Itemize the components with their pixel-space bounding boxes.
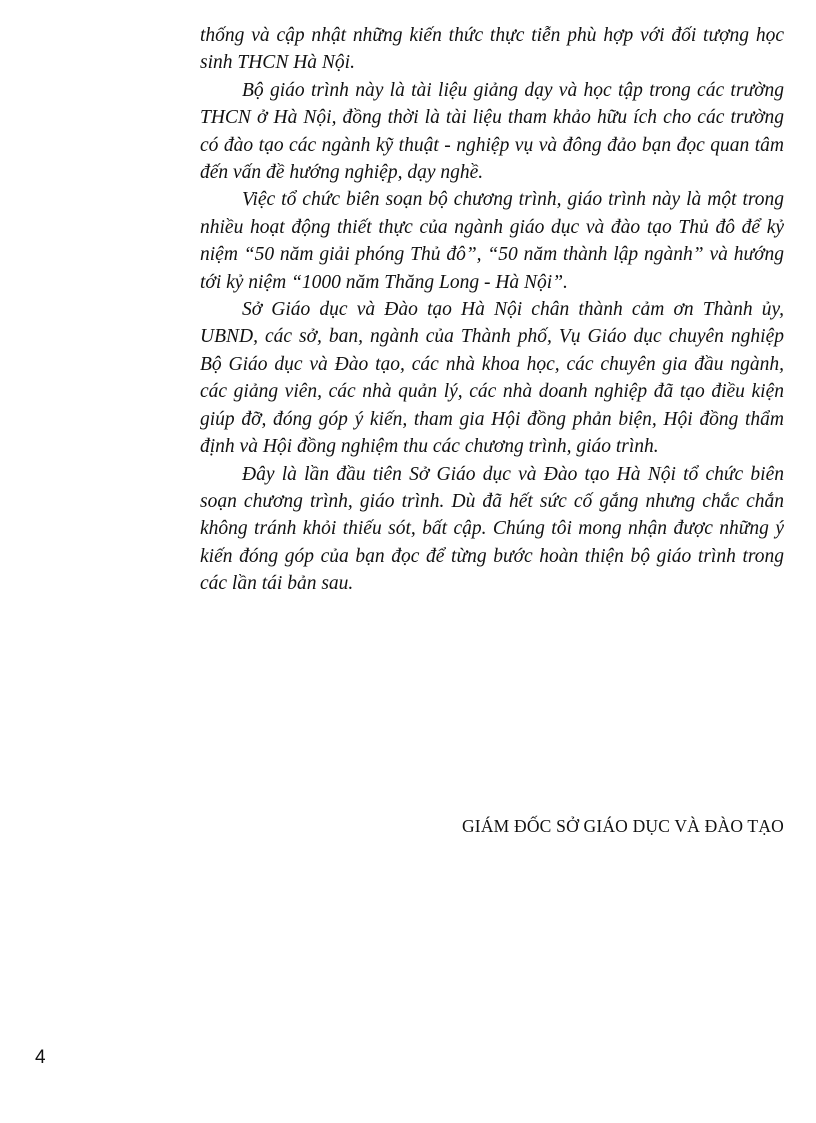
signature-title: GIÁM ĐỐC SỞ GIÁO DỤC VÀ ĐÀO TẠO (461, 816, 784, 836)
paragraph-feedback-request: Đây là lần đầu tiên Sở Giáo dục và Đào tạo Hà Nội tổ chức biên soạn chương trình, giáo trình. Dù đã hết sức cố gắng nhưng chắc chắn không tránh khỏi thiếu sót, bất cập. Chúng tôi mong nhận được những ý kiến đóng góp của bạn đọc để từng bước hoàn thiện bộ giáo trình trong các lần tái bản sau. (200, 463, 784, 595)
page-number: 4 (35, 1047, 46, 1068)
body-text (200, 22, 784, 598)
paragraph-continuation: thống và cập nhật những kiến thức thực tiễn phù hợp với đối tượng học sinh THCN Hà Nội. (200, 25, 784, 74)
paragraph-textbook-purpose: Bộ giáo trình này là tài liệu giảng dạy và học tập trong các trường THCN ở Hà Nội, đồng thời là tài liệu tham khảo hữu ích cho các trường có đào tạo các ngành kỹ thuật - nghiệp vụ và đông đảo bạn đọc quan tâm đến vấn đề hướng nghiệp, dạy nghề. (200, 79, 784, 184)
paragraph-acknowledgements: Sở Giáo dục và Đào tạo Hà Nội chân thành cảm ơn Thành ủy, UBND, các sở, ban, ngành của Thành phố, Vụ Giáo dục chuyên nghiệp Bộ Giáo dục và Đào tạo, các nhà khoa học, các chuyên gia đầu ngành, các giảng viên, các nhà quản lý, các nhà doanh nghiệp đã tạo điều kiện giúp đỡ, đóng góp ý kiến, tham gia Hội đồng phản biện, Hội đồng thẩm định và Hội đồng nghiệm thu các chương trình, giáo trình. (200, 299, 784, 458)
paragraph-compilation-activity: Việc tổ chức biên soạn bộ chương trình, giáo trình này là một trong nhiều hoạt động thiết thực của ngành giáo dục và đào tạo Thủ đô để kỷ niệm “50 năm giải phóng Thủ đô”, “50 năm thành lập ngành” và hướng tới kỷ niệm “1000 năm Thăng Long - Hà Nội”. (200, 189, 784, 293)
